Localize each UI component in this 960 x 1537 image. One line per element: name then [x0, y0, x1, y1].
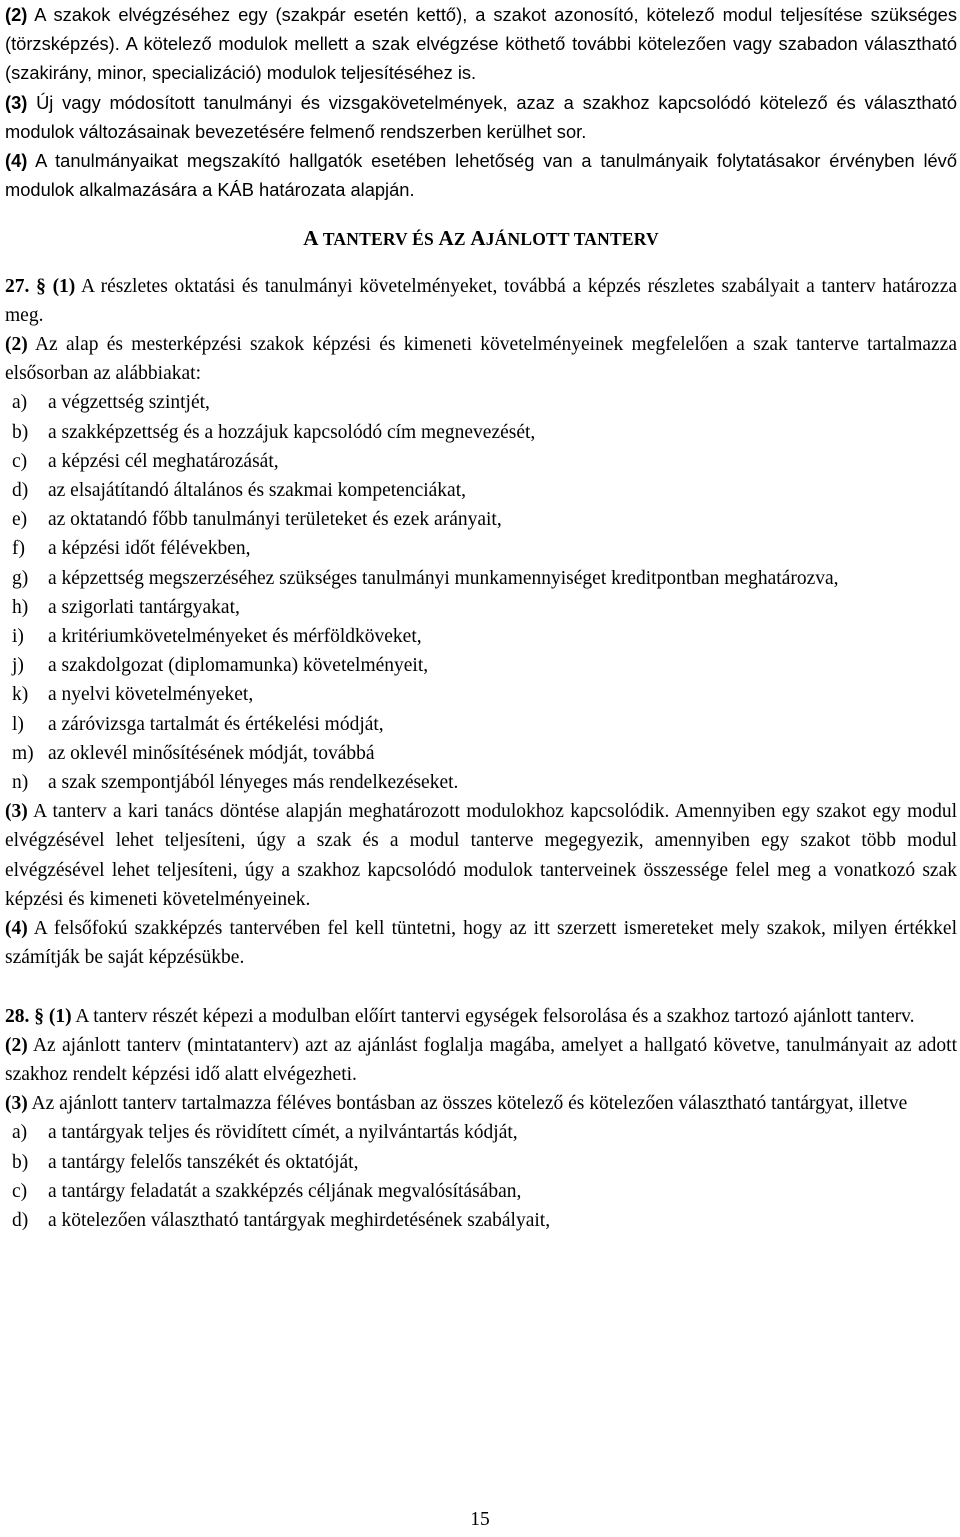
- paragraph-3: [5, 88, 957, 146]
- list-item-text: az oklevél minősítésének módját, továbbá: [48, 742, 375, 764]
- list-item: [5, 476, 957, 505]
- list-item: [5, 564, 957, 593]
- list-item-text: a képzési időt félévekben,: [48, 538, 251, 560]
- paragraph-number: (2): [5, 334, 28, 356]
- article-27-paragraph-3: [5, 797, 957, 914]
- article-number: 28.: [5, 1005, 30, 1027]
- list-item-label: f): [12, 538, 25, 560]
- list-item-label: b): [12, 1151, 29, 1173]
- article-28-paragraph-1: [5, 1002, 957, 1031]
- paragraph-number: (2): [5, 4, 28, 25]
- list-item-text: a szakdolgozat (diplomamunka) követelményeit,: [48, 655, 429, 677]
- list-item: [5, 534, 957, 563]
- list-item: [5, 388, 957, 417]
- list-item-label: i): [12, 626, 24, 648]
- page-number: 15: [470, 1509, 490, 1530]
- list-item-text: a végzettség szintjét,: [48, 392, 210, 414]
- list-item-text: a tantárgy feladatát a szakképzés céljának megvalósításában,: [48, 1180, 522, 1202]
- list-item-text: a kritériumkövetelményeket és mérföldköveket,: [48, 626, 422, 648]
- article-27-paragraph-1: [5, 272, 957, 330]
- list-item-label: a): [12, 1122, 28, 1144]
- paragraph-number: (3): [5, 801, 28, 823]
- article-27-paragraph-2: [5, 330, 957, 388]
- paragraph-text: Az ajánlott tanterv tartalmazza féléves bontásban az összes kötelező és kötelezően választható tantárgyat, illetve: [27, 1093, 908, 1115]
- list-item-label: m): [12, 742, 34, 764]
- article-28-list: [5, 1118, 957, 1235]
- list-item: [5, 1148, 957, 1177]
- article-28-paragraph-2: [5, 1031, 957, 1089]
- list-item-text: a képzettség megszerzéséhez szükséges tanulmányi munkamennyiséget kreditpontban meghatározva,: [48, 567, 839, 589]
- list-item-text: a képzési cél meghatározását,: [48, 450, 279, 472]
- list-item-label: d): [12, 480, 29, 502]
- paragraph-text: Az alap és mesterképzési szakok képzési és kimeneti követelményeinek megfelelően a szak tanterve tartalmazza elsősorban az alábbiakat:: [5, 334, 957, 385]
- list-item: [5, 680, 957, 709]
- list-item-text: a szak szempontjából lényeges más rendelkezéseket.: [48, 772, 459, 794]
- list-item-label: e): [12, 509, 28, 531]
- paragraph-text: A szakok elvégzéséhez egy (szakpár esetén kettő), a szakot azonosító, kötelező modul teljesítése szükséges (törzsképzés). A kötelező modulok mellett a szak elvégzése köthető további kötelezően vagy szabadon választható (szakirány, minor, specializáció) modulok teljesítéséhez is.: [5, 4, 957, 84]
- paragraph-text: Új vagy módosított tanulmányi és vizsgakövetelmények, azaz a szakhoz kapcsolódó kötelező és választható modulok változásainak bevezetésére felmenő rendszerben kerülhet sor.: [5, 91, 957, 142]
- list-item: [5, 622, 957, 651]
- paragraph-text: A tanterv részét képezi a modulban előírt tantervi egységek felsorolása és a szakhoz tartozó ajánlott tanterv.: [71, 1005, 915, 1027]
- list-item-label: k): [12, 684, 29, 706]
- paragraph-text: Az ajánlott tanterv (mintatanterv) azt az ajánlást foglalja magába, amelyet a hallgató követve, tanulmányait az adott szakhoz rendelt képzési idő alatt elvégezheti.: [5, 1034, 957, 1085]
- list-item-label: l): [12, 713, 24, 735]
- paragraph-text: A tanterv a kari tanács döntése alapján meghatározott modulokhoz kapcsolódik. Amennyiben egy szakot egy modul elvégzésével lehet teljesíteni, úgy a szak és a modul tanterve megegyezik, amennyiben egy szakot több modul elvégzésével lehet teljesíteni, úgy a szakhoz kapcsolódó modulok tanterveinek összessége felel meg a vonatkozó szak képzési és kimeneti követelményeinek.: [5, 801, 957, 910]
- list-item-text: az elsajátítandó általános és szakmai kompetenciákat,: [48, 480, 466, 502]
- list-item-text: a nyelvi követelményeket,: [48, 684, 254, 706]
- list-item: [5, 768, 957, 797]
- list-item: [5, 447, 957, 476]
- spacer: [5, 973, 957, 1002]
- list-item-text: a tantárgy felelős tanszékét és oktatóját,: [48, 1151, 359, 1173]
- article-number: 27.: [5, 275, 30, 297]
- list-item: [5, 1206, 957, 1235]
- list-item-text: a szakképzettség és a hozzájuk kapcsolódó cím megnevezését,: [48, 421, 536, 443]
- paragraph-number: (2): [5, 1034, 28, 1056]
- list-item-label: b): [12, 421, 29, 443]
- list-item: [5, 593, 957, 622]
- section-sign: §: [36, 275, 46, 297]
- list-item-label: g): [12, 567, 29, 589]
- list-item: [5, 710, 957, 739]
- paragraph-text: A részletes oktatási és tanulmányi követelményeket, továbbá a képzés részletes szabályait a tanterv határozza meg.: [5, 275, 958, 326]
- list-item: [5, 651, 957, 680]
- list-item: [5, 1177, 957, 1206]
- paragraph-4: [5, 146, 957, 204]
- list-item-label: a): [12, 392, 28, 414]
- list-item-text: a tantárgyak teljes és rövidített címét, a nyilvántartás kódját,: [48, 1122, 518, 1144]
- list-item-text: a szigorlati tantárgyakat,: [48, 596, 240, 618]
- list-item-label: d): [12, 1209, 29, 1231]
- list-item: [5, 418, 957, 447]
- list-item: [5, 1118, 957, 1147]
- list-item: [5, 505, 957, 534]
- paragraph-number: (4): [5, 150, 28, 172]
- list-item: [5, 739, 957, 768]
- paragraph-2-continued: [5, 0, 957, 88]
- document-page: [5, 0, 957, 1235]
- list-item-label: c): [12, 1180, 28, 1202]
- paragraph-number: (1): [52, 275, 76, 297]
- paragraph-number: (1): [48, 1005, 72, 1027]
- list-item-text: a kötelezően választható tantárgyak meghirdetésének szabályait,: [48, 1209, 551, 1231]
- list-item-label: n): [12, 772, 29, 794]
- article-27-list: [5, 388, 957, 797]
- list-item-label: h): [12, 596, 29, 618]
- list-item-text: a záróvizsga tartalmát és értékelési módját,: [48, 713, 384, 735]
- article-28-paragraph-3: [5, 1089, 957, 1118]
- section-sign: §: [34, 1005, 44, 1027]
- list-item-text: az oktatandó főbb tanulmányi területeket és ezek arányait,: [48, 509, 502, 531]
- paragraph-number: (4): [5, 918, 28, 940]
- section-heading: A TANTERV ÉS AZ AJÁNLOTT TANTERV: [303, 226, 659, 251]
- paragraph-text: A tanulmányaikat megszakító hallgatók esetében lehetőség van a tanulmányaik folytatásakor érvényben lévő modulok alkalmazására a KÁB határozata alapján.: [5, 150, 957, 201]
- list-item-label: c): [12, 450, 28, 472]
- article-27-paragraph-4: [5, 914, 957, 972]
- paragraph-number: (3): [5, 91, 28, 113]
- list-item-label: j): [12, 655, 24, 677]
- paragraph-number: (3): [5, 1093, 28, 1115]
- paragraph-text: A felsőfokú szakképzés tantervében fel kell tüntetni, hogy az itt szerzett ismereteket mely szakok, milyen értékkel számítják be saját képzésükbe.: [5, 918, 957, 969]
